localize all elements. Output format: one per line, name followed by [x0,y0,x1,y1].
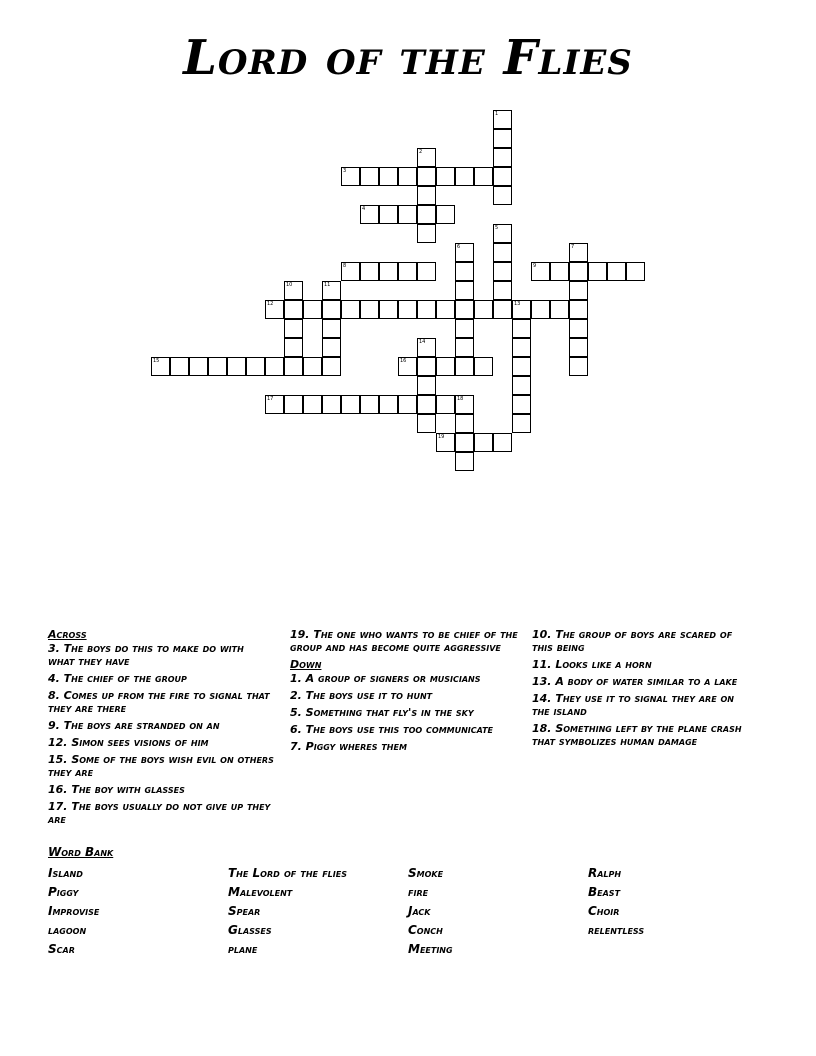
clue-a15: 15. Some of the boys wish evil on others they are [48,753,274,779]
crossword-cell[interactable] [417,262,436,281]
crossword-cell[interactable] [398,262,417,281]
crossword-cell[interactable] [417,300,436,319]
clue-d13: 13. A body of water similar to a lake [532,675,738,688]
crossword-cell[interactable] [531,300,550,319]
crossword-cell[interactable] [493,300,512,319]
clue-number: 10 [286,282,293,288]
word-bank-word: Scar [48,942,75,956]
crossword-cell[interactable] [379,167,398,186]
clue-d2: 2. The boys use it to hunt [290,689,433,702]
crossword-cell[interactable] [626,262,645,281]
crossword-cell[interactable] [455,319,474,338]
crossword-cell[interactable] [322,395,341,414]
crossword-cell[interactable] [493,281,512,300]
word-bank-word: Beast [588,885,621,899]
crossword-cell[interactable] [493,167,512,186]
word-bank-word: Island [48,866,83,880]
crossword-cell[interactable] [379,300,398,319]
word-bank-word: The Lord of the flies [228,866,347,880]
crossword-cell[interactable] [512,395,531,414]
clue-number: 17 [267,396,274,402]
clue-d1: 1. A group of signers or musicians [290,672,481,685]
word-bank-word: Ralph [588,866,622,880]
crossword-cell[interactable] [436,205,455,224]
crossword-cell[interactable] [455,433,474,452]
crossword-cell[interactable] [455,338,474,357]
crossword-cell[interactable] [417,148,436,167]
word-bank-word: Meeting [408,942,453,956]
crossword-cell[interactable] [512,357,531,376]
word-bank-word: Malevolent [228,885,293,899]
crossword-cell[interactable] [398,300,417,319]
crossword-cell[interactable] [474,300,493,319]
crossword-cell[interactable] [455,243,474,262]
crossword-cell[interactable] [493,129,512,148]
crossword-cell[interactable] [379,262,398,281]
crossword-cell[interactable] [455,300,474,319]
clue-a19: 19. The one who wants to be chief of the group and has become quite aggressive [290,628,518,654]
crossword-cell[interactable] [398,205,417,224]
clue-a12: 12. Simon sees visions of him [48,736,209,749]
crossword-cell[interactable] [531,262,550,281]
crossword-cell[interactable] [512,300,531,319]
crossword-cell[interactable] [569,281,588,300]
crossword-cell[interactable] [493,243,512,262]
clue-number: 12 [267,301,274,307]
crossword-cell[interactable] [569,319,588,338]
crossword-cell[interactable] [455,281,474,300]
crossword-cell[interactable] [493,148,512,167]
clue-d18: 18. Something left by the plane crash that symbolizes human damage [532,722,742,748]
crossword-cell[interactable] [474,433,493,452]
crossword-cell[interactable] [569,338,588,357]
clue-number: 19 [438,434,445,440]
crossword-cell[interactable] [493,433,512,452]
clue-number: 18 [457,396,464,402]
clue-number: 6 [457,244,461,250]
crossword-cell[interactable] [436,300,455,319]
down-clue-list-cont [532,628,754,748]
crossword-cell[interactable] [341,300,360,319]
across-clue-list [48,642,274,826]
across-clue-list-cont [290,628,522,654]
clue-number: 13 [514,301,521,307]
clues-column-3 [532,628,754,752]
word-bank-word: lagoon [48,923,87,937]
crossword-cell[interactable] [322,338,341,357]
down-clue-list [290,672,522,753]
crossword-cell[interactable] [512,338,531,357]
down-heading: Down [290,658,322,671]
page-title: Lord of the Flies [183,30,633,86]
crossword-cell[interactable] [512,414,531,433]
crossword-cell[interactable] [417,205,436,224]
crossword-cell[interactable] [341,395,360,414]
crossword-cell[interactable] [360,205,379,224]
crossword-cell[interactable] [284,300,303,319]
crossword-cell[interactable] [322,281,341,300]
crossword-cell[interactable] [265,357,284,376]
crossword-cell[interactable] [474,167,493,186]
word-bank-word: Spear [228,904,261,918]
word-bank-word: Improvise [48,904,100,918]
crossword-cell[interactable] [455,414,474,433]
crossword-cell[interactable] [417,186,436,205]
crossword-cell[interactable] [455,395,474,414]
crossword-cell[interactable] [227,357,246,376]
clue-d11: 11. Looks like a horn [532,658,652,671]
clue-d5: 5. Something that fly's in the sky [290,706,474,719]
crossword-cell[interactable] [455,357,474,376]
crossword-cell[interactable] [607,262,626,281]
crossword-cell[interactable] [246,357,265,376]
clue-number: 15 [153,358,160,364]
crossword-cell[interactable] [303,357,322,376]
clue-number: 16 [400,358,407,364]
crossword-cell[interactable] [436,433,455,452]
word-bank-word: Smoke [408,866,444,880]
clue-a4: 4. The chief of the group [48,672,187,685]
crossword-cell[interactable] [436,357,455,376]
crossword-cell[interactable] [417,395,436,414]
crossword-cell[interactable] [284,338,303,357]
crossword-cell[interactable] [493,110,512,129]
word-bank-column [408,864,453,959]
crossword-cell[interactable] [455,262,474,281]
clue-d14: 14. They use it to signal they are on the island [532,692,735,718]
clue-number: 14 [419,339,426,345]
crossword-cell[interactable] [284,357,303,376]
clue-number: 2 [419,149,423,155]
clues-column-2 [290,628,522,757]
crossword-cell[interactable] [398,167,417,186]
crossword-cell[interactable] [360,167,379,186]
crossword-cell[interactable] [398,357,417,376]
crossword-cell[interactable] [379,205,398,224]
crossword-cell[interactable] [322,300,341,319]
clue-a9: 9. The boys are stranded on an [48,719,220,732]
word-bank-column [48,864,99,959]
crossword-cell[interactable] [417,376,436,395]
crossword-cell[interactable] [303,395,322,414]
crossword-cell[interactable] [436,167,455,186]
crossword-cell[interactable] [379,395,398,414]
crossword-grid [0,0,816,520]
crossword-cell[interactable] [569,300,588,319]
word-bank-word: Glasses [228,923,272,937]
crossword-cell[interactable] [360,262,379,281]
crossword-cell[interactable] [436,395,455,414]
clue-a3: 3. The boys do this to make do with what they have [48,642,244,668]
word-bank-column [228,864,347,959]
crossword-cell[interactable] [493,224,512,243]
clue-number: 1 [495,111,499,117]
across-heading: Across [48,628,87,641]
crossword-cell[interactable] [189,357,208,376]
crossword-cell[interactable] [417,338,436,357]
crossword-cell[interactable] [360,395,379,414]
word-bank-word: relentless [588,923,645,937]
crossword-cell[interactable] [588,262,607,281]
clues-column-1 [48,628,274,830]
clue-number: 8 [343,263,347,269]
word-bank-column [588,864,644,940]
crossword-cell[interactable] [341,262,360,281]
crossword-cell[interactable] [550,300,569,319]
crossword-cell[interactable] [284,319,303,338]
crossword-cell[interactable] [569,243,588,262]
crossword-cell[interactable] [398,395,417,414]
clue-a16: 16. The boy with glasses [48,783,185,796]
clue-d10: 10. The group of boys are scared of this being [532,628,733,654]
clue-a17: 17. The boys usually do not give up they are [48,800,271,826]
clue-number: 3 [343,168,347,174]
word-bank-word: plane [228,942,258,956]
word-bank-word: Piggy [48,885,79,899]
crossword-cell[interactable] [550,262,569,281]
crossword-cell[interactable] [284,395,303,414]
crossword-cell[interactable] [569,357,588,376]
clue-number: 9 [533,263,537,269]
clue-a8: 8. Comes up from the fire to signal that they are there [48,689,270,715]
crossword-cell[interactable] [151,357,170,376]
crossword-cell[interactable] [417,224,436,243]
crossword-cell[interactable] [417,414,436,433]
clue-number: 11 [324,282,331,288]
crossword-cell[interactable] [569,262,588,281]
word-bank-heading: Word Bank [48,845,114,859]
clue-number: 5 [495,225,499,231]
crossword-cell[interactable] [303,300,322,319]
crossword-cell[interactable] [493,262,512,281]
crossword-cell[interactable] [341,167,360,186]
word-bank-word: Choir [588,904,620,918]
crossword-cell[interactable] [170,357,189,376]
crossword-cell[interactable] [208,357,227,376]
crossword-cell[interactable] [322,319,341,338]
crossword-cell[interactable] [360,300,379,319]
crossword-cell[interactable] [322,357,341,376]
crossword-cell[interactable] [455,452,474,471]
crossword-cell[interactable] [474,357,493,376]
clue-d6: 6. The boys use this too communicate [290,723,493,736]
crossword-cell[interactable] [493,186,512,205]
crossword-cell[interactable] [417,167,436,186]
word-bank-word: Conch [408,923,443,937]
word-bank-word: fire [408,885,429,899]
clue-d7: 7. Piggy wheres them [290,740,407,753]
crossword-cell[interactable] [265,300,284,319]
word-bank-word: Jack [408,904,431,918]
crossword-cell[interactable] [265,395,284,414]
crossword-cell[interactable] [455,167,474,186]
clue-number: 7 [571,244,575,250]
crossword-cell[interactable] [512,376,531,395]
crossword-cell[interactable] [512,319,531,338]
clue-number: 4 [362,206,366,212]
crossword-cell[interactable] [417,357,436,376]
crossword-cell[interactable] [284,281,303,300]
